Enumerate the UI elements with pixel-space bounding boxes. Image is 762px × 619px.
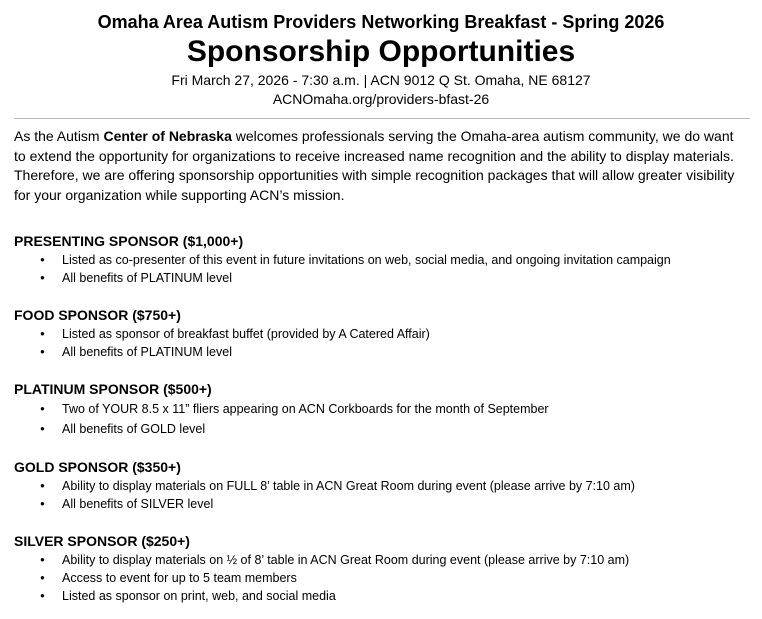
sponsor-section-presenting: [14, 232, 671, 287]
benefit-item: ● Listed as sponsor on print, web, and social media: [14, 587, 629, 605]
sponsor-level-title: FOOD SPONSOR ($750+): [14, 307, 181, 323]
benefit-item: ● All benefits of PLATINUM level: [14, 269, 671, 287]
sponsor-level-title: SILVER SPONSOR ($250+): [14, 533, 190, 549]
benefits-list: [14, 399, 549, 439]
benefits-list: [14, 477, 635, 513]
intro-organization-name: Center of Nebraska: [103, 128, 232, 144]
event-title: Omaha Area Autism Providers Networking Breakfast - Spring 2026: [97, 12, 665, 32]
sponsor-level-title: PRESENTING SPONSOR ($1,000+): [14, 233, 244, 249]
header-divider: [14, 118, 750, 119]
benefit-item: ● All benefits of PLATINUM level: [14, 343, 430, 361]
intro-paragraph: [14, 127, 746, 205]
benefit-item: ● All benefits of SILVER level: [14, 495, 635, 513]
intro-text-start: As the Autism: [14, 128, 104, 144]
benefits-list: [14, 251, 671, 287]
benefit-item: ● Ability to display materials on ½ of 8’ table in ACN Great Room during event (please arrive by 7:10 am): [14, 551, 629, 569]
benefits-list: [14, 551, 629, 605]
benefit-item: ● Access to event for up to 5 team members: [14, 569, 629, 587]
benefit-item: ● All benefits of GOLD level: [14, 419, 549, 439]
sponsor-level-title: GOLD SPONSOR ($350+): [14, 459, 181, 475]
sponsor-section-silver: [14, 532, 629, 605]
document-header: [0, 0, 762, 109]
event-url: ACNOmaha.org/providers-bfast-26: [272, 91, 490, 107]
intro-text-rest: welcomes professionals serving the Omaha-area autism community, we do want to extend the opportunity for organizations to receive increased name recognition and the ability to display materials. Therefore, we are offering sponsorship opportunities with simple recognition packages that will allow greater visibility for your organization while supporting ACN’s mission.: [14, 128, 735, 203]
benefit-item: ● Listed as sponsor of breakfast buffet (provided by A Catered Affair): [14, 325, 430, 343]
sponsor-section-food: [14, 306, 430, 361]
benefit-item: ● Listed as co-presenter of this event in future invitations on web, social media, and ongoing invitation campaign: [14, 251, 671, 269]
event-date-location: Fri March 27, 2026 - 7:30 a.m. | ACN 9012 Q St. Omaha, NE 68127: [171, 72, 591, 88]
sponsor-level-title: PLATINUM SPONSOR ($500+): [14, 381, 212, 397]
page-title: Sponsorship Opportunities: [186, 35, 576, 68]
benefits-list: [14, 325, 430, 361]
sponsor-section-gold: [14, 458, 635, 513]
benefit-item: ● Two of YOUR 8.5 x 11” fliers appearing on ACN Corkboards for the month of September: [14, 399, 549, 419]
sponsor-section-platinum: [14, 380, 549, 439]
benefit-item: ● Ability to display materials on FULL 8’ table in ACN Great Room during event (please arrive by 7:10 am): [14, 477, 635, 495]
